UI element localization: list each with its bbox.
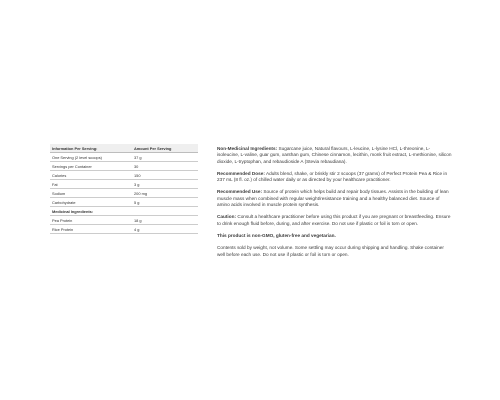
use-text: Source of protein which helps build and repair body tissues. Assists in the building of lean muscle mass when combined with regular weight/resistance training and a healthy balanced diet. Source of amino acids involved in muscle protein synthesis. (217, 189, 449, 208)
row-value: 200 mg (132, 189, 198, 198)
row-value: 150 (132, 171, 198, 180)
non-medicinal-label: Non-Medicinal Ingredients: (217, 146, 278, 151)
row-value: 5 g (132, 198, 198, 207)
table-row (50, 216, 198, 225)
nutrition-table (50, 144, 198, 234)
amount-header: Amount Per Serving (132, 144, 198, 153)
non-gmo-statement: This product is non-GMO, gluten-free and vegetarian. (217, 232, 336, 238)
row-value: 3 g (132, 180, 198, 189)
contents-note: Contents sold by weight, not volume. Some settling may occur during shipping and handling. Shake container well before each use. Do not use if plastic or foil is torn or open. (217, 245, 444, 257)
table-row (50, 180, 198, 189)
row-label: Servings per Container (50, 162, 132, 171)
row-label: Rice Protein (50, 225, 132, 234)
row-label: Calories (50, 171, 132, 180)
row-label: One Serving (2 level scoops) (50, 153, 132, 162)
table-row (50, 189, 198, 198)
row-label: Sodium (50, 189, 132, 198)
section-row (50, 207, 198, 216)
use-label: Recommended Use: (217, 189, 263, 195)
row-value: 37 g (132, 153, 198, 162)
dose-text: Adults blend, shake, or briskly stir 2 scoops (37 grams) of Perfect Protein Pea & Rice in 237 mL (8 fl. oz.) of chilled water daily or as directed by your healthcare practitioner. (217, 170, 448, 183)
non-medicinal-paragraph (217, 146, 452, 165)
dose-label: Recommended Dose: (217, 170, 265, 176)
row-value: 18 g (132, 216, 198, 225)
row-value: 30 (132, 162, 198, 171)
product-info (217, 146, 452, 264)
row-label: Fat (50, 180, 132, 189)
table-row (50, 198, 198, 207)
table-row (50, 153, 198, 162)
info-header: Information Per Serving: (50, 144, 132, 153)
nutrition-panel (50, 144, 198, 234)
caution-text: Consult a healthcare practitioner before using this product if you are pregnant or breastfeeding. Ensure to drink enough fluid before, during, and after exercise. Do not use if plastic or foil is torn or open. (217, 214, 451, 226)
row-label: Carbohydrate (50, 198, 132, 207)
row-value: 4 g (132, 225, 198, 234)
dose-paragraph (217, 171, 452, 184)
caution-label: Caution: (217, 214, 237, 220)
table-row (50, 171, 198, 180)
table-header-row (50, 144, 198, 153)
non-medicinal-text: Sugarcane juice, Natural flavours, L-leucine, L-lysine HCl, L-threonine, L-isoleucine, L-valine, guar gum, xanthan gum, Chinese cinnamon, lecithin, monk fruit extract, L-methionine, silicon dioxide, L-tryptophan, and rebaudioside A (Stevia rebaudiana). (217, 146, 452, 164)
table-row (50, 225, 198, 234)
use-paragraph (217, 189, 452, 208)
caution-paragraph (217, 214, 452, 227)
table-row (50, 162, 198, 171)
row-label: Pea Protein (50, 216, 132, 225)
medicinal-section-title: Medicinal Ingredients: (50, 207, 198, 216)
